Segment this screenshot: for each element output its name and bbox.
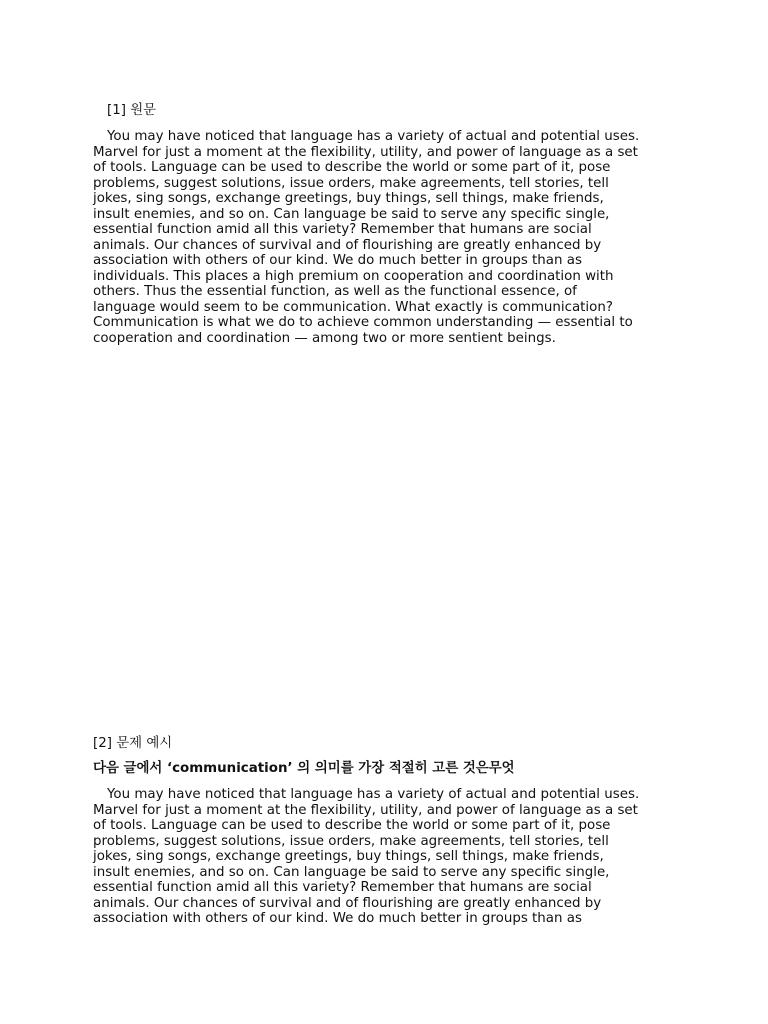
paragraph-line: of tools. Language can be used to describe the world or some part of it, pose xyxy=(93,160,611,175)
paragraph-line: problems, suggest solutions, issue orders, make agreements, tell stories, tell xyxy=(93,833,609,849)
section-1-heading: [1] 원문 xyxy=(107,103,157,118)
paragraph-line: insult enemies, and so on. Can language be said to serve any specific single, xyxy=(93,864,610,880)
section-2-paragraph xyxy=(93,787,683,927)
section-1-paragraph xyxy=(93,129,683,346)
paragraph-line: Marvel for just a moment at the flexibility, utility, and power of language as a set xyxy=(93,802,638,818)
paragraph-line: language would seem to be communication. What exactly is communication? xyxy=(93,299,613,315)
section-2-heading: [2] 문제 예시 xyxy=(93,736,173,751)
paragraph-line: Marvel for just a moment at the flexibility, utility, and power of language as a set xyxy=(93,144,638,160)
paragraph-line: essential function amid all this variety? Remember that humans are social xyxy=(93,880,592,895)
paragraph-line: association with others of our kind. We do much better in groups than as xyxy=(93,253,582,268)
paragraph-line: You may have noticed that language has a variety of actual and potential uses. xyxy=(107,129,640,144)
paragraph-line: jokes, sing songs, exchange greetings, buy things, sell things, make friends, xyxy=(93,849,604,864)
question-text: 다음 글에서 ‘communication’ 의 의미를 가장 적절히 고른 것은무엇 xyxy=(93,761,515,776)
paragraph-line: problems, suggest solutions, issue orders, make agreements, tell stories, tell xyxy=(93,175,609,191)
paragraph-line: individuals. This places a high premium on cooperation and coordination with xyxy=(93,268,614,284)
paragraph-line: cooperation and coordination — among two or more sentient beings. xyxy=(93,330,556,346)
paragraph-line: jokes, sing songs, exchange greetings, buy things, sell things, make friends, xyxy=(93,191,604,206)
paragraph-line: others. Thus the essential function, as well as the functional essence, of xyxy=(93,284,577,299)
paragraph-line: animals. Our chances of survival and of flourishing are greatly enhanced by xyxy=(93,237,602,253)
paragraph-line: of tools. Language can be used to describe the world or some part of it, pose xyxy=(93,818,611,833)
paragraph-line: association with others of our kind. We do much better in groups than as xyxy=(93,911,582,926)
paragraph-line: essential function amid all this variety? Remember that humans are social xyxy=(93,222,592,237)
paragraph-line: animals. Our chances of survival and of flourishing are greatly enhanced by xyxy=(93,895,602,911)
paragraph-line: Communication is what we do to achieve common understanding — essential to xyxy=(93,315,633,330)
paragraph-line: insult enemies, and so on. Can language be said to serve any specific single, xyxy=(93,206,610,222)
paragraph-line: You may have noticed that language has a variety of actual and potential uses. xyxy=(107,787,640,802)
